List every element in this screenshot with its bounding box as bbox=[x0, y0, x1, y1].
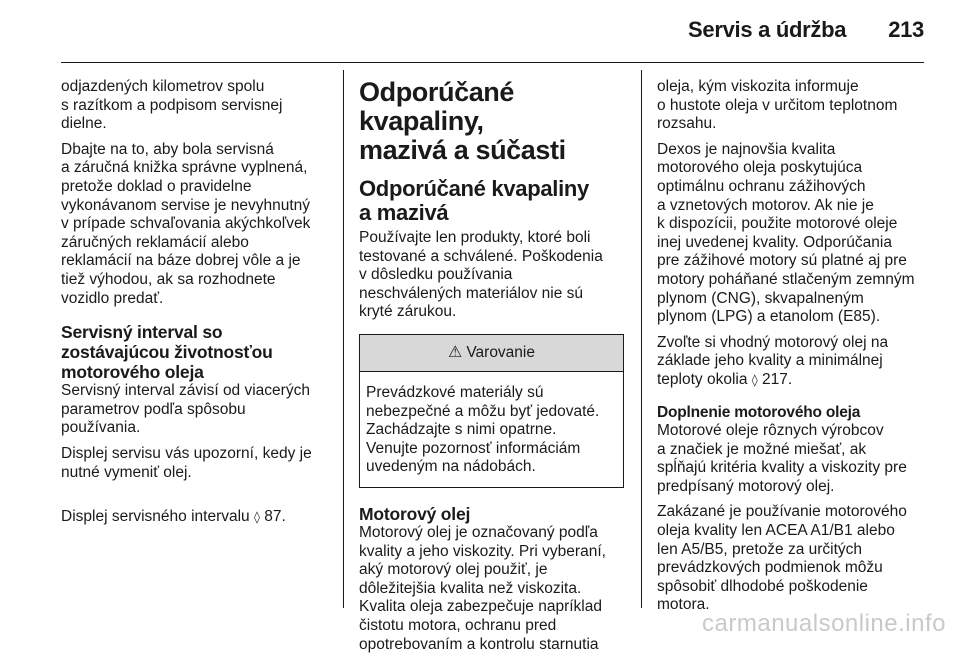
column-3 bbox=[657, 78, 927, 622]
warning-title: Varovanie bbox=[466, 343, 535, 361]
page-reference: 217. bbox=[757, 370, 793, 388]
subsection-heading: Doplnenie motorového oleja bbox=[657, 403, 861, 421]
paragraph bbox=[61, 489, 336, 526]
paragraph: oleja, kým viskozita informuje o hustote oleja v určitom teplotnom rozsahu. bbox=[657, 78, 898, 133]
reference-text: Zvoľte si vhodný motorový olej na základe jeho kvality a minimálnej teploty okolia bbox=[657, 333, 889, 388]
section-heading: Odporúčané kvapaliny a mazivá bbox=[359, 176, 589, 225]
subsection-heading: Motorový olej bbox=[359, 503, 471, 524]
paragraph: Servisný interval závisí od viacerých parametrov podľa spôsobu používania. bbox=[61, 382, 310, 437]
paragraph: Displej servisu vás upozorní, kedy je nutné vymeniť olej. bbox=[61, 444, 312, 481]
paragraph: odjazdených kilometrov spolu s razítkom a podpisom servisnej dielne. bbox=[61, 78, 283, 133]
paragraph: Dbajte na to, aby bola servisná a záručná knižka správne vyplnená, pretože doklad o pravidelne vykonávanom servise je nevyhnutný v prípade schvaľovania akýchkoľvek záručných reklamácií alebo reklamácií na báze dobrej vôle a je tiež výhodou, ak sa rozhodnete vozidlo predať. bbox=[61, 140, 311, 307]
page-reference: 87. bbox=[259, 507, 286, 525]
paragraph: Používajte len produkty, ktoré boli testované a schválené. Poškodenia v dôsledku používania neschválených materiálov nie sú kryté zárukou. bbox=[359, 229, 603, 321]
column-1 bbox=[61, 78, 336, 533]
arrow-reference-icon: ◊ bbox=[253, 509, 260, 524]
reference-text: Displej servisného intervalu bbox=[61, 507, 254, 525]
paragraph bbox=[657, 334, 927, 390]
warning-triangle-icon: ⚠ bbox=[448, 343, 463, 361]
warning-header bbox=[360, 335, 623, 372]
paragraph: Motorový olej je označovaný podľa kvality a jeho viskozity. Pri vyberaní, aký motorový olej použiť, je dôležitejšia kvalita než viskozita. Kvalita oleja zabezpečuje napríklad čistotu motora, ochranu pred opotrebovaním a kontrolu starnutia bbox=[359, 523, 606, 653]
column-2 bbox=[359, 78, 624, 661]
header-rule bbox=[61, 62, 924, 63]
column-divider-2 bbox=[641, 70, 642, 608]
section-title: Servis a údržba bbox=[688, 17, 847, 42]
column-divider-1 bbox=[343, 70, 344, 608]
warning-box bbox=[359, 334, 624, 488]
section-heading: Servisný interval so zostávajúcou životnosťou motorového oleja bbox=[61, 322, 273, 383]
page-number: 213 bbox=[888, 17, 924, 42]
paragraph: Dexos je najnovšia kvalita motorového oleja poskytujúca optimálnu ochranu zážihových a vznetových motorov. Ak nie je k dispozícii, použite motorové oleje inej uvedenej kvality. Odporúčania pre zážihové motory sú platné aj pre motory poháňané stlačeným zemným plynom (CNG), skvapalneným plynom (LPG) a etanolom (E85). bbox=[657, 140, 915, 326]
page-header bbox=[688, 17, 924, 43]
chapter-heading: Odporúčané kvapaliny, mazivá a súčasti bbox=[359, 77, 566, 165]
paragraph: Zakázané je používanie motorového oleja kvality len ACEA A1/B1 alebo len A5/B5, pretože za určitých prevádzkových podmienok môžu spôsobiť dlhodobé poškodenie motora. bbox=[657, 503, 907, 614]
paragraph: Motorové oleje rôznych výrobcov a značiek je možné miešať, ak spĺňajú kritéria kvality a viskozity pre predpísaný motorový olej. bbox=[657, 422, 907, 495]
warning-text: Prevádzkové materiály sú nebezpečné a môžu byť jedovaté. Zachádzajte s nimi opatrne. Venujte pozornosť informáciám uvedeným na nádobách. bbox=[366, 383, 600, 476]
watermark: carmanualsonline.info bbox=[702, 610, 946, 637]
arrow-reference-icon: ◊ bbox=[751, 372, 758, 387]
